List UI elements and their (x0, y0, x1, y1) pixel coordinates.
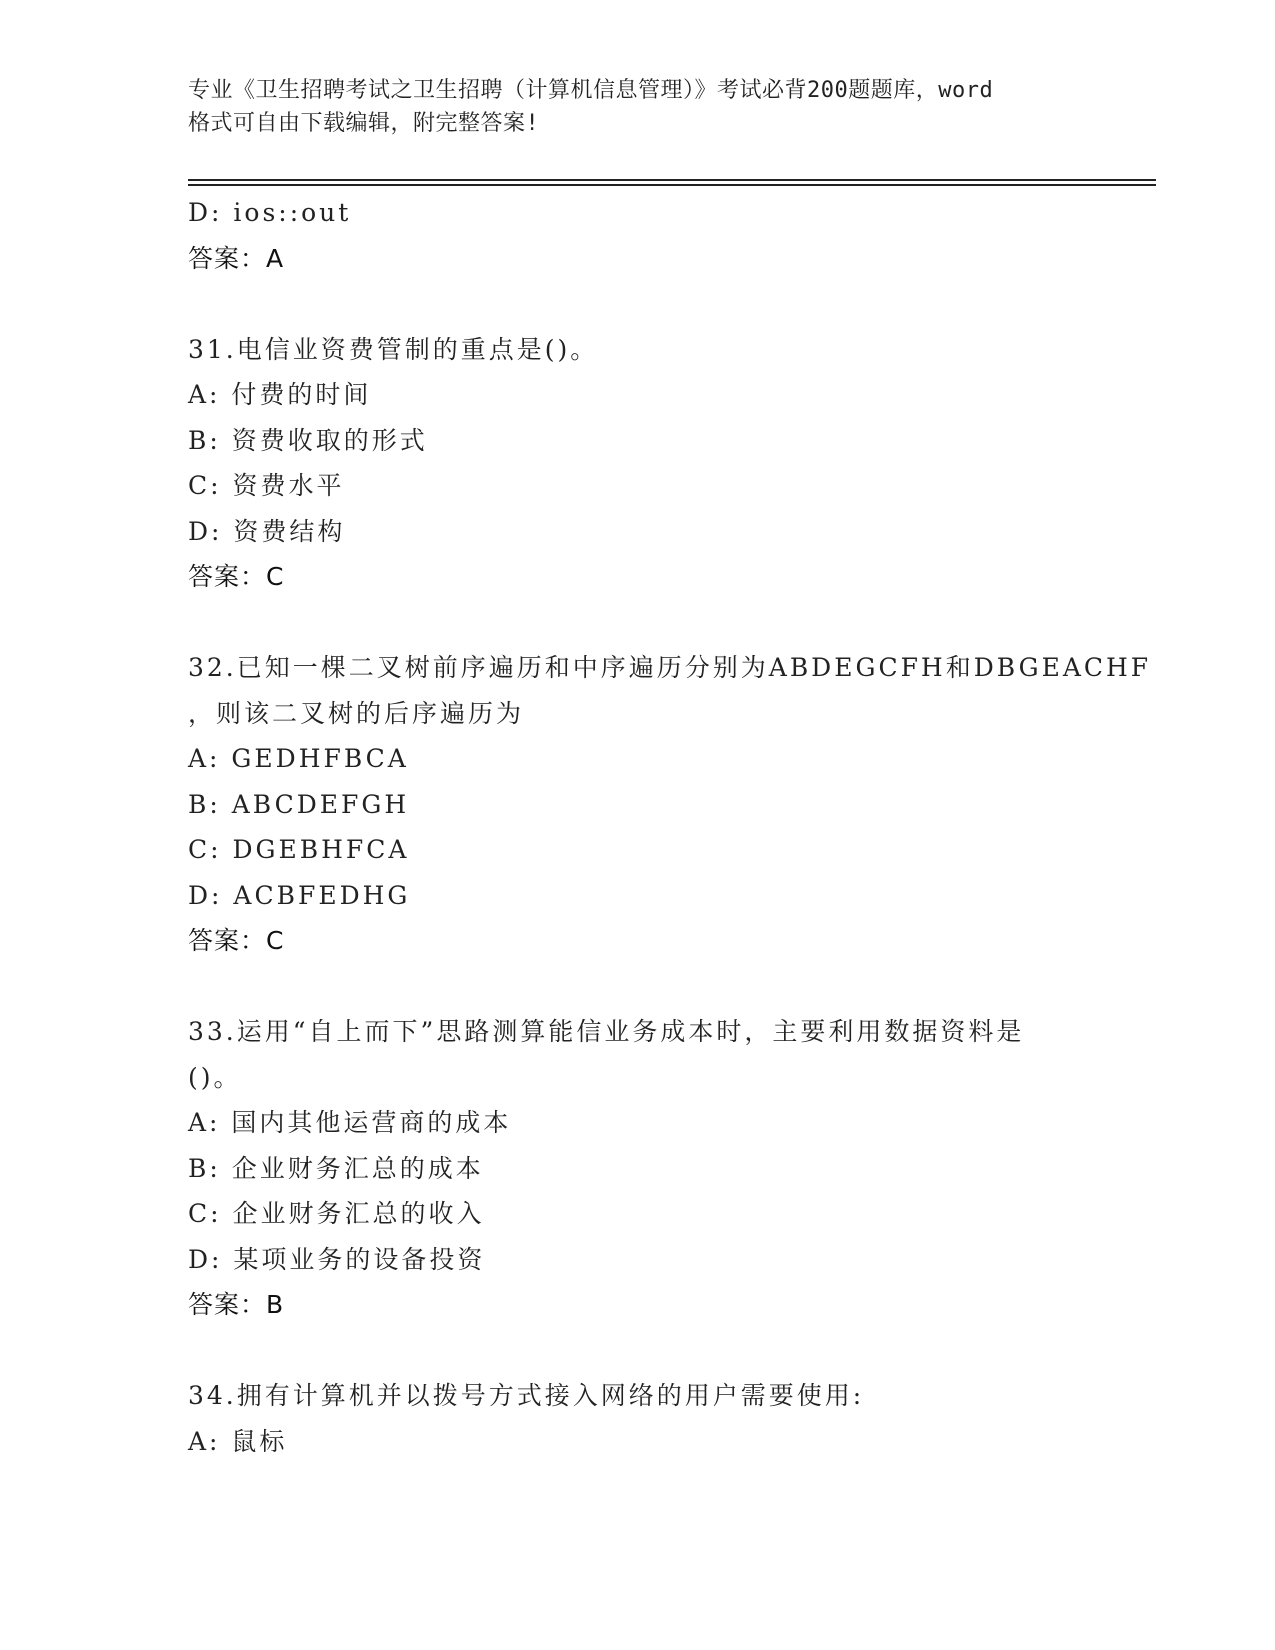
question-32 (188, 645, 1152, 964)
option-a: A: 付费的时间 (188, 380, 372, 409)
option-d: D: ACBFEDHG (188, 880, 411, 910)
question-stem-line-1: 32.已知一棵二叉树前序遍历和中序遍历分别为ABDEGCFH和DBGEACHF (188, 653, 1152, 682)
question-33 (188, 1009, 1088, 1328)
question-31 (188, 327, 1088, 600)
option-a: A: 鼠标 (188, 1426, 288, 1456)
spacer (188, 281, 1088, 327)
question-stem: 31.电信业资费管制的重点是()。 (188, 334, 599, 364)
document-header (188, 74, 1088, 140)
question-stem-line-2: ()。 (188, 1062, 242, 1092)
option-a: A: 国内其他运营商的成本 (188, 1108, 512, 1137)
spacer (188, 1328, 1088, 1374)
header-line-2: 格式可自由下载编辑，附完整答案! (188, 111, 540, 136)
option-c: C: DGEBHFCA (188, 835, 410, 864)
option-a: A: GEDHFBCA (188, 744, 409, 773)
answer-label: 答案：A (188, 243, 285, 273)
header-divider-bottom (188, 184, 1156, 186)
option-b: B: ABCDEFGH (188, 789, 410, 819)
option-d: D: ios::out (188, 198, 352, 227)
option-c: C: 企业财务汇总的收入 (188, 1199, 485, 1228)
option-b: B: 企业财务汇总的成本 (188, 1153, 484, 1183)
answer-label: 答案：B (188, 1290, 285, 1319)
question-stem-line-2: ，则该二叉树的后序遍历为 (188, 698, 525, 728)
answer-label: 答案：C (188, 562, 285, 591)
spacer (188, 964, 1088, 1010)
option-b: B: 资费收取的形式 (188, 425, 428, 455)
question-stem: 34.拥有计算机并以拨号方式接入网络的用户需要使用: (188, 1381, 865, 1410)
option-d: D: 某项业务的设备投资 (188, 1244, 486, 1274)
question-stem-line-1: 33.运用“自上而下”思路测算能信业务成本时，主要利用数据资料是 (188, 1017, 1025, 1046)
question-34 (188, 1373, 1088, 1464)
question-30-tail (188, 190, 1088, 281)
option-c: C: 资费水平 (188, 471, 345, 500)
option-d: D: 资费结构 (188, 516, 346, 546)
answer-label: 答案：C (188, 926, 285, 955)
header-line-1: 专业《卫生招聘考试之卫生招聘（计算机信息管理）》考试必背200题题库，word (188, 78, 994, 103)
header-divider-top (188, 179, 1156, 181)
question-list (188, 190, 1152, 1464)
spacer (188, 600, 1088, 646)
